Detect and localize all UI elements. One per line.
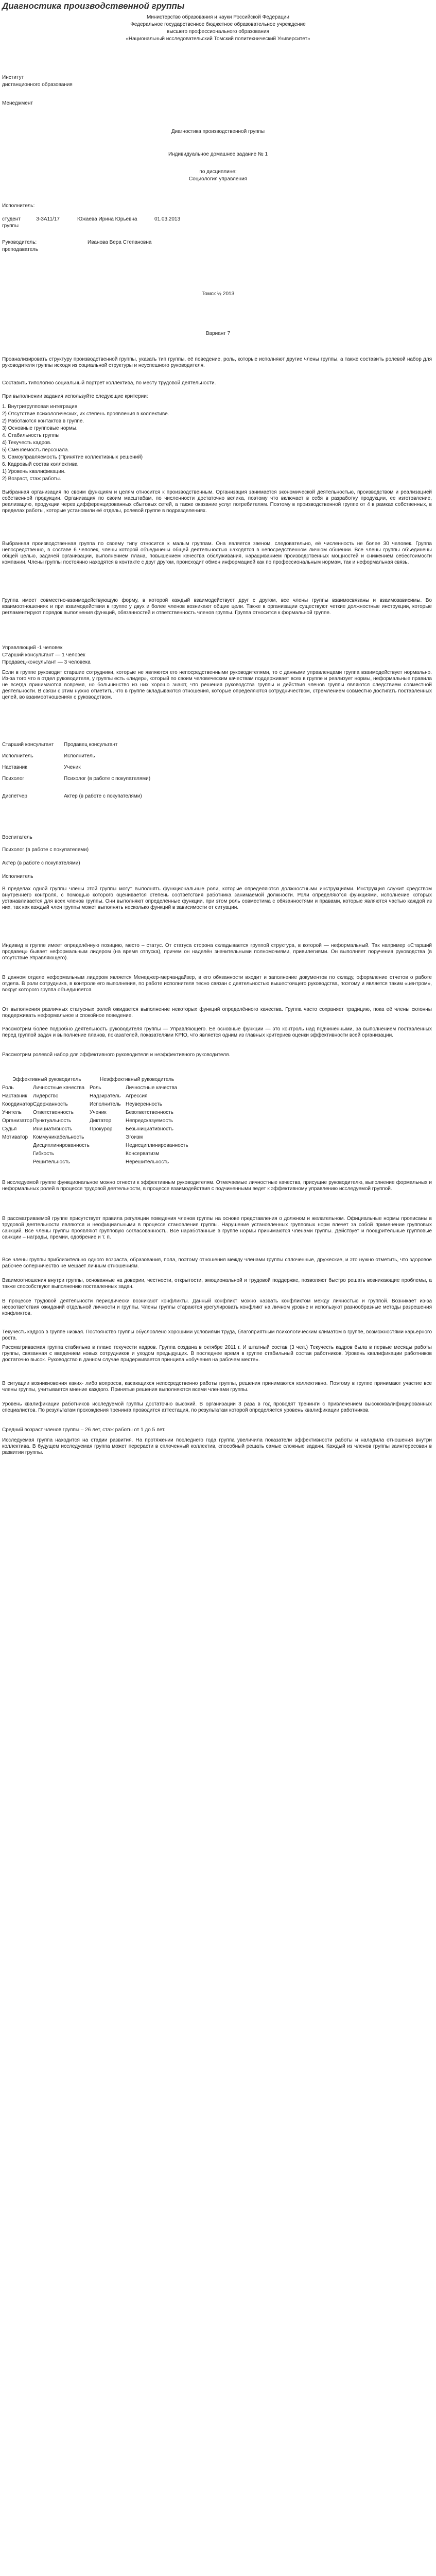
header-line: «Национальный исследовательский Томский политехнический Университет» [126, 36, 310, 42]
executor-group-label: группы [2, 223, 19, 229]
intro-paragraph: Проанализировать структуру производственной группы, указать тип группы, её поведение, роль, которые исполняют другие члены группы, а также составить ролевой набор для руководителя группы исходя из социальной структуры и неуспешного руководителя. [2, 357, 432, 368]
variant-title: Вариант 7 [205, 331, 231, 336]
discipline-name: Социология управления [189, 176, 247, 182]
list-item: 1. Внутригрупповая интеграция [2, 404, 78, 410]
list-item: 5) Сменяемость персонала. [2, 447, 69, 453]
table-cell: Лидерство [33, 1093, 59, 1099]
body-paragraph: Рассмотрим ролевой набор для эффективного руководителя и неэффективного руководителя. [2, 1052, 231, 1058]
table-cell: Диспетчер [2, 793, 27, 799]
body-paragraph: Рассматриваемая группа стабильна в плане текучести кадров. Группа создана в октябре 2011 г. И штатный состав (3 чел.) Текучесть кадров была в первые месяцы работы группы, связанная с введением новых сотрудников и уходом предыдущих. В последнее время в группе стабильный состав работников. Уровень квалификации работников достаточно высок. Руководство в данном случае придерживается принципа «обучения на рабочем месте». [2, 1345, 432, 1363]
table-cell: Координатор [2, 1101, 33, 1107]
body-paragraph: Взаимоотношения внутри группы, основанные на доверии, честности, открытости, эмоциональной и трудовой поддержке, позволяют быстро решать возникающие проблемы, а также способствуют выполнению поставленных задач. [2, 1278, 432, 1290]
executor-label: Исполнитель: [2, 203, 35, 209]
table-cell: Судья [2, 1126, 17, 1132]
table-cell: Сдержанность [33, 1101, 68, 1107]
intro-paragraph: Составить типологию социальный портрет коллектива, по месту трудовой деятельности. [2, 380, 216, 386]
table-cell: Дисциплинированность [33, 1143, 90, 1148]
table-cell: Наставник [2, 1093, 27, 1099]
list-item: 2) Возраст, стаж работы. [2, 476, 61, 482]
table-cell: Недисциплинированность [126, 1143, 188, 1148]
table-cell: Диктатор [90, 1118, 112, 1124]
header-line: высшего профессионального образования [167, 29, 269, 35]
roles-paragraph: Если в группе руководит старшие сотрудники, которые не являются его непосредственными руководителями, то с данными управленцами группа взаимодействует нормально. Из-за того что в отдел руководителя, у группы есть «лидер», который по своим человеческим качествам поддерживает всех в группе и реализует нормы, неформальные правила не всегда принимаются вовремя, но большинство из них хорошо знают, что решения руководства группы и действия членов группы являются следствием совместной деятельности. В связи с этим нужно отметить, что в группе складываются отношения, которые определяются сотрудничеством, стремлением совместно достигать поставленных целей, во взаимоотношениях с руководством. [2, 670, 432, 700]
table-cell: Учитель [2, 1110, 22, 1115]
list-item: 4. Стабильность группы [2, 433, 60, 438]
body-paragraph: Все члены группы приблизительно одного возраста, образования, пола, поэтому отношения между членами группы сплоченные, дружеские, и это нужно отметить, что здоровое рабочее соперничество не мешает личным отношениям. [2, 1257, 432, 1269]
body-paragraph: Индивид в группе имеет определённую позицию, место – статус. От статуса сторона складывается группой структура, в которой — неформальный. Так например «Старший продавец» бывает неформальным лидером (на время отпуска), причем он наделён значительными полномочиями, привилегиями. Он выполняет поручения руководства (в отсутствие Управляющего). [2, 943, 432, 961]
table-cell: Ученик [90, 1110, 107, 1115]
body-paragraph: Исследуемая группа находится на стадии развития. На протяжении последнего года группа увеличила показатели эффективности работы и наладила отношения внутри коллектива. В будущем исследуемая группа может перерасти в сплоченный коллектив, способный решать самые сложные задачи. Каждый из членов группы заинтересован в развитии группы. [2, 1437, 432, 1455]
body-paragraph: В рассматриваемой группе присутствует правила регуляции поведения членов группы на основе представления о должном и желательном. Официальные нормы прописаны в трудовой деятельности являются и неофициальными в процессе становления группы. Нарушение установленных групповых норм влечет за собой применение групповых санкций. Все члены группы проявляют групповую согласованность. Все наработанные в группе нормы принимаются членами группы. Действует и поощрительные групповые санкции – награды, премии, одобрение и т. п. [2, 1216, 432, 1240]
body-paragraph: В процессе трудовой деятельности периодически возникают конфликты. Данный конфликт можно назвать конфликтом между личностью и группой. Возникает из-за несоответствия ожиданий отдельной личности и группы. Члены группы стараются урегулировать конфликт на личном уровне и используют разнообразные методы разрешения конфликтов. [2, 1298, 432, 1316]
body-paragraph: Уровень квалификации работников исследуемой группы достаточно высокий. В организации 3 раза в год проводят тренинги с привлечением высококвалифицированных специалистов. По результатам прохождения тренинга проводится аттестация, по результатам которой определяется уровень квалификации работников. [2, 1401, 432, 1413]
list-item: 5. Самоуправляемость (Принятие коллективных решений) [2, 454, 143, 460]
table-cell: Роль [2, 1085, 14, 1091]
table-cell: Мотиватор [2, 1134, 28, 1140]
executor-name: Южаева Ирина Юрьевна [77, 216, 137, 222]
table-cell: Неуверенность [126, 1101, 162, 1107]
table-cell: Исполнитель [2, 874, 33, 879]
body-paragraph: Группа имеет совместно-взаимодействующую форму, в которой каждый взаимодействует друг с другом, все члены группы взаимосвязаны и взаимозависимы. Во взаимоотношениях и при взаимодействии в группе у двух и более членов возникают общие цели. Также в организации существуют четкие должностные инструкции, которые регламентируют порядок выполнения функций, обязанностей и ответственность членов группы. Группа относится к формальной группе. [2, 598, 432, 616]
body-paragraph: Средний возраст членов группы – 26 лет, стаж работы от 1 до 5 лет. [2, 1427, 166, 1433]
table-header: Неэффективный руководитель [100, 1077, 175, 1082]
body-paragraph: Выбранная производственная группа по своему типу относится к малым группам. Она является звеном, следовательно, её численность не более 30 человек. Группа непосредственно, в составе 6 человек, члены которой объединены общей деятельностью находятся в непосредственном личном общении. Все члены группы объединены общей целью, задачей организации, выполнением плана, повышением качества обслуживания, наращиванием производственных мощностей и снижением себестоимости компании. Члены группы постоянно находятся в контакте с друг другом, происходит обмен информацией как по профессиональным нормам, так и неформальная связь. [2, 541, 432, 565]
body-paragraph: Выбранная организация по своим функциям и целям относится к производственным. Организация занимается экономической деятельностью, производством и реализацией собственной продукции. Организация по своим масштабам, по численности достаточно велика, поэтому что включает в себя в разработку продукции, ее изготовление, реализацию, продукции через дифференцированных сбытовых сетей, а также оказание услуг потребителям. Поэтому в производственной группе от 4 в рамках собственных, в пределах работы, которые установили её отделы, ролевой группе в подразделениях. [2, 489, 432, 514]
roles-line: Продавец-консультант — 3 человека [2, 659, 91, 665]
intro-paragraph: При выполнении задания используйте следующие критерии: [2, 394, 148, 399]
supervisor-role: преподаватель [2, 247, 38, 252]
table-cell: Личностные качества [33, 1085, 85, 1091]
body-paragraph: Рассмотрим более подробно деятельность руководителя группы — Управляющего. Её основные функции — это контроль над подчиненными, за выполнением поставленных перед группой задач и выполнение планов, показателей, показателями KPIO, что является одним из главных критериев оценки эффективности всей организации. [2, 1026, 432, 1038]
table-cell: Непредсказуемость [126, 1118, 173, 1124]
table-cell: Психолог (в работе с покупателями) [2, 847, 89, 853]
table-cell: Роль [90, 1085, 101, 1091]
roles-intro: Управляющий -1 человек [2, 645, 63, 651]
table-header: Эффективный руководитель [12, 1077, 81, 1082]
table-cell: Актер (в работе с покупателями) [2, 860, 80, 866]
table-cell: Консерватизм [126, 1151, 160, 1157]
table-cell: Инициативность [33, 1126, 73, 1132]
table-cell: Коммуникабельность [33, 1134, 84, 1140]
table-cell: Безынициативность [126, 1126, 173, 1132]
list-item: 3) Основные групповые нормы. [2, 426, 78, 431]
list-item: 4) Текучесть кадров. [2, 440, 51, 446]
table-cell: Решительность [33, 1159, 71, 1165]
table-cell: Психолог (в работе с покупателями) [64, 776, 151, 782]
list-item: 2) Отсутствие психологических, их степень проявления в коллективе. [2, 411, 169, 417]
table-cell: Психолог [2, 776, 25, 782]
list-item: 6. Кадровый состав коллектива [2, 462, 78, 467]
body-paragraph: От выполнения различных статусных ролей ожидается выполнение некоторых функций определённого качества. Группа часто сохраняет традицию, пока её члены склонны поддерживать неформальное и спокойное поведение. [2, 1007, 432, 1019]
institute-name: дистанционного образования [2, 82, 73, 88]
header-line: Федеральное государственное бюджетное образовательное учреждение [130, 22, 306, 27]
assignment-title: Индивидуальное домашнее задание № 1 [168, 151, 268, 157]
table-cell: Эгоизм [126, 1134, 143, 1140]
table-cell: Прокурор [90, 1126, 113, 1132]
table-cell: Агрессия [126, 1093, 148, 1099]
table-cell: Актер (в работе с покупателями) [64, 793, 142, 799]
table-title: Воспитатель [2, 835, 32, 840]
table-cell: Гибкость [33, 1151, 55, 1157]
list-item: 2) Работаются контактов в группе. [2, 418, 84, 424]
institute-label: Институт [2, 75, 24, 80]
table-cell: Старший консультант [2, 742, 54, 748]
table-cell: Ответственность [33, 1110, 74, 1115]
table-cell: Нерешительность [126, 1159, 169, 1165]
supervisor-label: Руководитель: [2, 240, 37, 245]
body-paragraph: Текучесть кадров в группе низкая. Постоянство группы обусловлено хорошими условиями труда, благоприятным психологическим климатом в группе, возможностями карьерного роста. [2, 1329, 432, 1341]
report-title: Диагностика производственной группы [171, 129, 265, 134]
body-paragraph: В исследуемой группе функциональное можно отнести к эффективным руководителям. Отмечаемые личностные качества, присущие руководителю, выполнение формальных и неформальных ролей в процессе трудовой деятельности, в процессе взаимодействия с подчиненными ведет к эффективному управлению исследуемой группой. [2, 1180, 432, 1192]
table-cell: Исполнитель [90, 1101, 121, 1107]
table-cell: Личностные качества [126, 1085, 178, 1091]
table-cell: Пунктуальность [33, 1118, 72, 1124]
body-paragraph: В пределах одной группы члены этой группы могут выполнять функциональные роли, которые определяются должностными инструкциями. Инструкция служит средством внутреннего контроля, с помощью которого оценивается степень соответствия работника занимаемой должности. Роли определяются функциями, исполнение которых устанавливается для всех членов группы. Они выполняют определённые функции, при этом роль совместима с обязанностями и правами, которые являются частью каждой из них, так как каждый член группы может выполнять несколько функций в зависимости от ситуации. [2, 886, 432, 910]
page-title: Диагностика производственной группы [2, 1, 185, 11]
body-paragraph: В данном отделе неформальным лидером является Менеджер-мерчандайзер, в его обязанности входит и заполнение документов по складу, оформление отчетов о работе отдела. В роли сотрудника, в контроле его выполнения, по работе исполнителя тесно связан с деятельностью вышестоящего руководства, поэтому и является таким «центром», вокруг которого группа объединяется. [2, 975, 432, 993]
table-cell: Организатор [2, 1118, 32, 1124]
table-cell: Безответственность [126, 1110, 173, 1115]
executor-group: З-3А11/17 [36, 216, 60, 222]
table-cell: Исполнитель [64, 753, 95, 759]
table-cell: Наставник [2, 765, 27, 770]
body-paragraph: В ситуации возникновения каких- либо вопросов, касающихся непосредственно работы группы, решения принимаются коллективно. Поэтому в группе принимают участие все члены группы, учитывается мнение каждого. Принятые решения выполняются всеми членами группы. [2, 1381, 432, 1393]
roles-line: Старший консультант — 1 человек [2, 652, 85, 658]
discipline-label: по дисциплине: [199, 169, 237, 175]
table-cell: Исполнитель [2, 753, 33, 759]
city-year: Томск ½ 2013 [201, 291, 235, 297]
management-label: Менеджмент [2, 100, 33, 106]
executor-role: студент [2, 216, 21, 222]
header-line: Министерство образования и науки Российской Федерации [147, 14, 289, 20]
table-cell: Продавец консультант [64, 742, 118, 748]
list-item: 1) Уровень квалификации. [2, 469, 66, 474]
supervisor-name: Иванова Вера Степановна [88, 240, 152, 245]
table-cell: Ученик [64, 765, 81, 770]
executor-date: 01.03.2013 [154, 216, 181, 222]
table-cell: Надзиратель [90, 1093, 121, 1099]
